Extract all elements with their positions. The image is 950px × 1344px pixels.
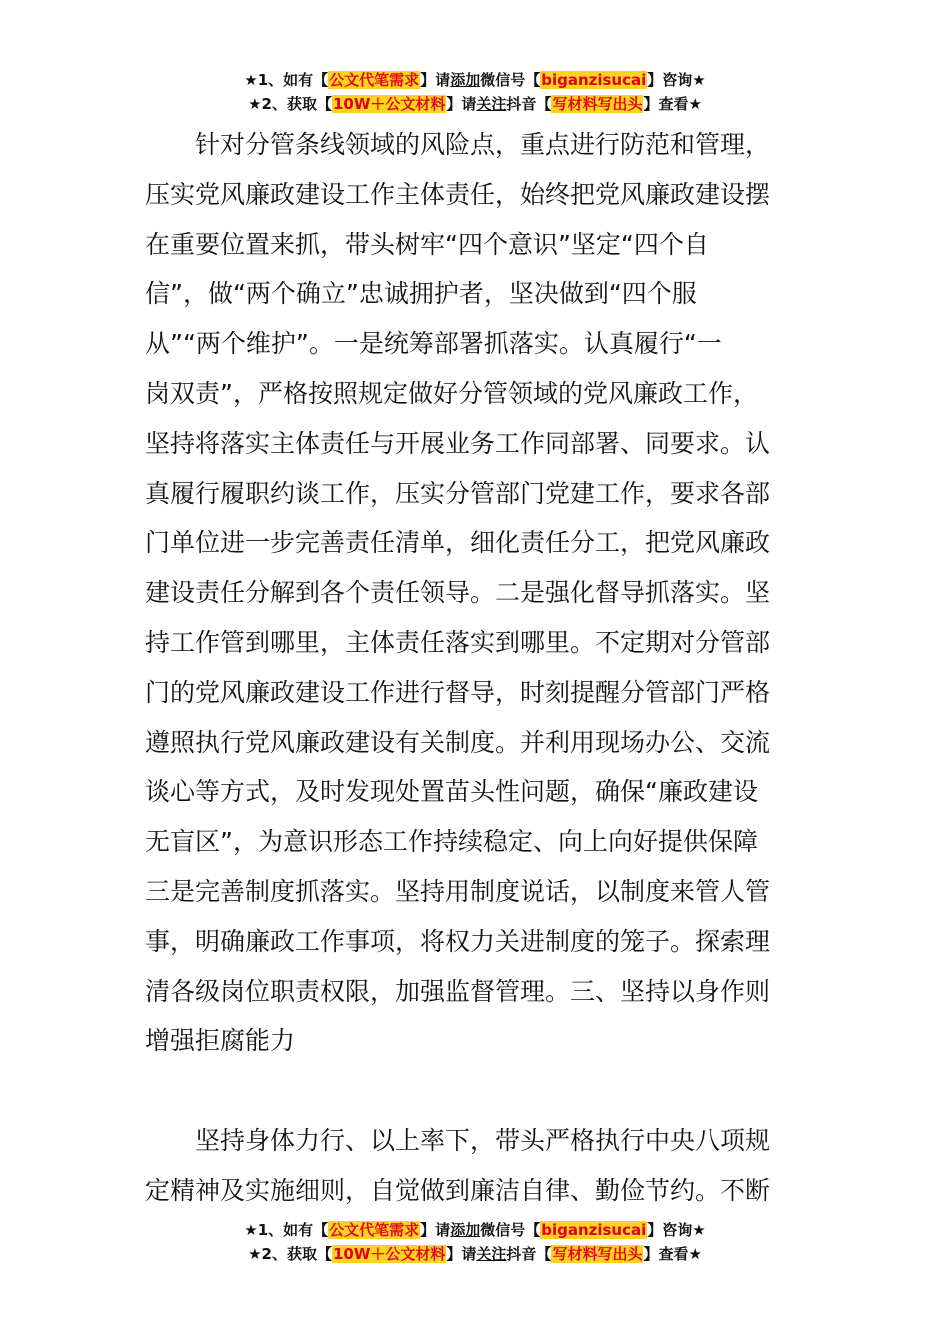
banner-douyin-account: 写材料写出头: [552, 1245, 643, 1263]
header-banner-line-1: [0, 68, 950, 92]
banner-suffix: 】查看★: [643, 95, 702, 113]
banner-highlight: 10W＋公文材料: [332, 1245, 446, 1263]
body-line: 清各级岗位职责权限，加强监督管理。三、坚持以身作则: [145, 976, 771, 1006]
body-line: 事，明确廉政工作事项，将权力关进制度的笼子。探索理: [145, 926, 771, 956]
banner-text: 抖音【: [506, 95, 552, 113]
body-line: 建设责任分解到各个责任领导。二是强化督导抓落实。坚: [145, 578, 771, 608]
body-line: 三是完善制度抓落实。坚持用制度说话，以制度来管人管: [145, 876, 771, 906]
footer-banner: [0, 1218, 950, 1266]
body-line: 针对分管条线领域的风险点，重点进行防范和管理，: [145, 130, 771, 159]
body-line: 岗双责”，严格按照规定做好分管领域的党风廉政工作，: [145, 378, 758, 408]
body-line: 定精神及实施细则，自觉做到廉洁自律、勤俭节约。不断: [145, 1175, 771, 1205]
banner-suffix: 】咨询★: [647, 1221, 706, 1239]
body-line: 坚持将落实主体责任与开展业务工作同部署、同要求。认: [145, 428, 771, 458]
body-line: 真履行履职约谈工作，压实分管部门党建工作，要求各部: [145, 478, 771, 508]
body-line: 无盲区”，为意识形态工作持续稳定、向上向好提供保障: [145, 827, 758, 857]
header-banner: [0, 68, 950, 116]
banner-prefix: ★1、如有【: [244, 71, 329, 89]
header-banner-line-2: [0, 92, 950, 116]
document-body: [145, 120, 810, 1216]
section-heading-line: 增强拒腐能力: [145, 1026, 296, 1056]
banner-wechat-id: biganzisucai: [541, 1221, 647, 1239]
body-line: 坚持身体力行、以上率下，带头严格执行中央八项规: [145, 1125, 771, 1155]
banner-underlined-text: 关注: [476, 95, 507, 113]
banner-wechat-id: biganzisucai: [541, 71, 647, 89]
banner-prefix: ★2、获取【: [248, 1245, 332, 1263]
banner-prefix: ★1、如有【: [244, 1221, 329, 1239]
banner-text: 微信号【: [480, 71, 541, 89]
banner-highlight: 10W＋公文材料: [332, 95, 446, 113]
banner-text: 】请: [446, 95, 477, 113]
banner-underlined-text: 关注: [476, 1245, 507, 1263]
banner-underlined-text: 添加: [450, 1221, 481, 1239]
body-line: 在重要位置来抓，带头树牢“四个意识”坚定“四个自: [145, 229, 709, 259]
banner-text: 】请: [420, 1221, 451, 1239]
body-line: 门单位进一步完善责任清单，细化责任分工，把党风廉政: [145, 528, 771, 558]
body-line: 持工作管到哪里，主体责任落实到哪里。不定期对分管部: [145, 627, 771, 657]
banner-text: 微信号【: [480, 1221, 541, 1239]
banner-text: 】请: [420, 71, 451, 89]
banner-douyin-account: 写材料写出头: [552, 95, 643, 113]
banner-suffix: 】咨询★: [647, 71, 706, 89]
body-line: 信”，做“两个确立”忠诚拥护者，坚决做到“四个服: [145, 279, 697, 309]
banner-highlight: 公文代笔需求: [329, 1221, 420, 1239]
body-line: 遵照执行党风廉政建设有关制度。并利用现场办公、交流: [145, 727, 771, 757]
banner-text: 】请: [446, 1245, 477, 1263]
footer-banner-line-2: [0, 1242, 950, 1266]
body-line: 压实党风廉政建设工作主体责任，始终把党风廉政建设摆: [145, 179, 771, 209]
footer-banner-line-1: [0, 1218, 950, 1242]
banner-highlight: 公文代笔需求: [329, 71, 420, 89]
banner-text: 抖音【: [506, 1245, 552, 1263]
body-line: 门的党风廉政建设工作进行督导，时刻提醒分管部门严格: [145, 677, 771, 707]
banner-suffix: 】查看★: [643, 1245, 702, 1263]
body-line: 从”“两个维护”。一是统筹部署抓落实。认真履行“一: [145, 329, 722, 359]
banner-underlined-text: 添加: [450, 71, 481, 89]
paragraph-gap: [145, 1066, 810, 1116]
banner-prefix: ★2、获取【: [248, 95, 332, 113]
body-line: 谈心等方式，及时发现处置苗头性问题，确保“廉政建设: [145, 777, 758, 807]
